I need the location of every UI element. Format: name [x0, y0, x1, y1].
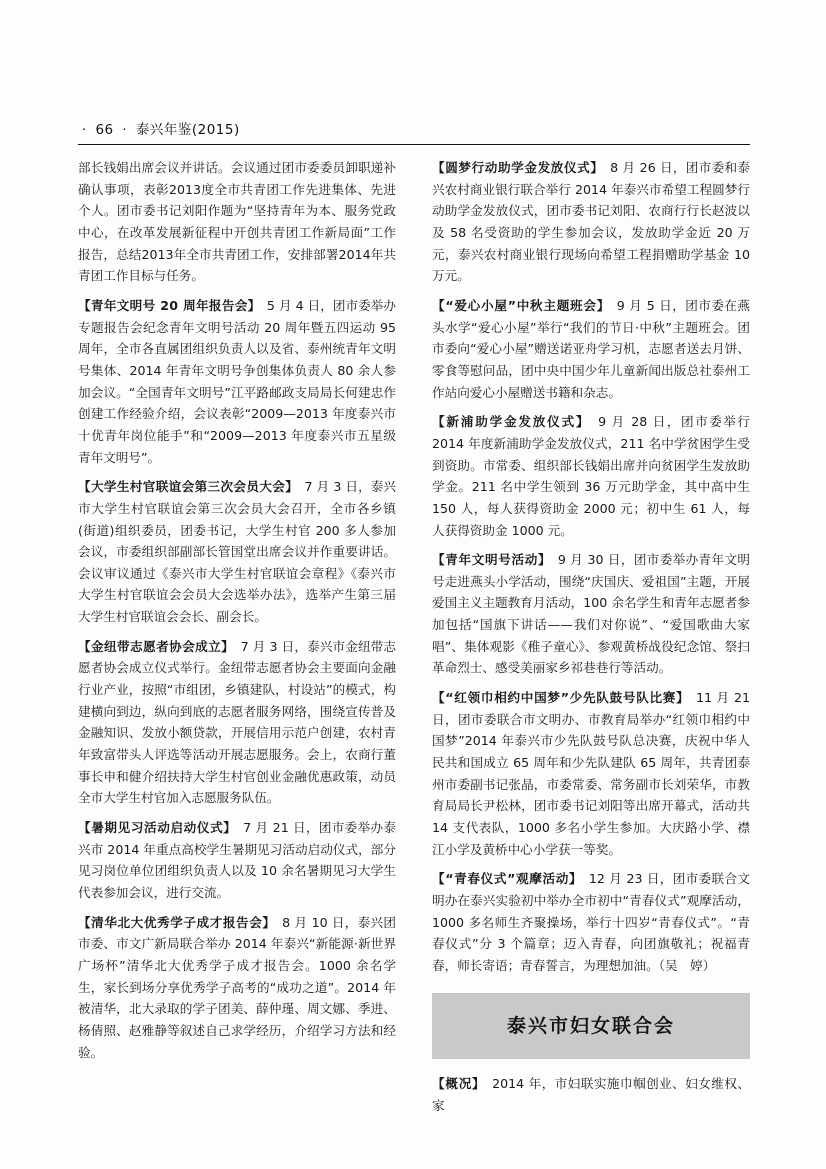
entry-body: 7 月 3 日，泰兴市金纽带志愿者协会成立仪式举行。金纽带志愿者协会主要面向金融行业产业，按照“市组团，乡镇建队，村设站”的模式，构建横向到边，纵向到底的志愿者服务网络，围绕宣传普及金融知识、发放小额贷款，开展信用示范户创建，农村青年致富带头人评选等活动开展志愿服务。会上，农商行董事长申和健介绍扶持大学生村官创业金融优惠政策，动员全市大学生村官加入志愿服务队伍。: [78, 638, 396, 806]
entry-body: 9 月 5 日，团市委在燕头水学“爱心小屋”举行“我们的节日·中秋”主题班会。团市委向“爱心小屋”赠送诺亚舟学习机，志愿者送去月饼、零食等慰问品，团中央中国少年儿童新闻出版总社泰州工作站向爱心小屋赠送书籍和杂志。: [432, 297, 750, 400]
entry-overview: [432, 1073, 750, 1116]
body-text: [78, 912, 396, 1064]
entry-xinpu-scholarship: [432, 411, 750, 541]
body-text: [78, 295, 396, 468]
body-text: [78, 817, 396, 904]
entry-lead: 【金纽带志愿者协会成立】: [78, 638, 228, 654]
page-number: 66: [95, 122, 114, 138]
entry-lead: 【暑期见习活动启动仪式】: [78, 820, 231, 836]
header-rule: [78, 144, 750, 145]
two-column-layout: [78, 157, 750, 1119]
body-text: [432, 411, 750, 541]
body-text: [432, 295, 750, 403]
body-text: 部长钱娟出席会议并讲话。会议通过团市委委员卸职递补确认事项，表彰2013度全市共青团工作先进集体、先进个人。团市委书记刘阳作题为“坚持青年为本、服务党政中心，在改革发展新征程中开创共青团工作新局面”工作报告，总结2013年全市共青团工作，安排部署2014年共青团工作目标与任务。: [78, 160, 396, 284]
body-text: [432, 1073, 750, 1116]
entry-body: 9 月 30 日，团市委举办青年文明号走进燕头小学活动，围绕“庆国庆、爱祖国”主题，开展爱国主义主题教育月活动，100 余名学生和青年志愿者参加包括“国旗下讲话——我们对你说”、“爱国歌曲大家唱”、集体观影《稚子童心》、参观黄桥战役纪念馆、祭扫革命烈士、感受美丽家乡祁巷巷行等活动。: [432, 552, 750, 676]
entry-summer-internship: [78, 817, 396, 904]
entry-body: 8 月 10 日，泰兴团市委、市文广新局联合举办 2014 年泰兴“新能源·新世界广场杯”清华北大优秀学子成才报告会。1000 余名学生，家长到场分享优秀学子高考的“成功之道”。2014 年被清华，北大录取的学子团美、薛仲瑾、周文娜、季进、杨倩照、赵雅静等叙述自己求学经历，介绍学习方法和经验。: [78, 914, 396, 1060]
body-text: [432, 687, 750, 860]
entry-body: 5 月 4 日，团市委举办专题报告会纪念青年文明号活动 20 周年暨五四运动 95 周年，全市各直属团组织负责人以及省、泰州统青年文明号集体、2014 年青年文明号争创集体负责人 80 余人参加会议。“全国青年文明号”江平路邮政支局局长何建忠作创建工作经验介绍，会议表彰“2009—2013 年度泰兴市十优青年岗位能手”和“2009—2013 年度泰兴市五星级青年文明号”。: [78, 297, 396, 465]
entry-body: 2014 年，市妇联实施巾帼创业、妇女维权、家: [432, 1076, 750, 1113]
entry-tsinghua-peking-report: [78, 912, 396, 1064]
entry-lead: 【概况】: [432, 1076, 480, 1092]
right-column: [432, 157, 750, 1119]
entry-lead: 【“青春仪式”观摩活动】: [432, 871, 576, 887]
entry-lead: 【新浦助学金发放仪式】: [432, 414, 585, 430]
body-text: [432, 157, 750, 287]
entry-body: 9 月 28 日，团市委举行 2014 年度新浦助学金发放仪式，211 名中学贫困学生受到资助。市常委、组织部长钱娟出席并向贫困学生发放助学金。211 名中学生领到 36 万元助学金，其中高中生 150 人，每人获得资助金 2000 元；初中生 61 人，每人获得资助金 1000 元。: [432, 414, 750, 538]
entry-lead: 【大学生村官联谊会第三次会员大会】: [78, 479, 292, 495]
entry-lead: 【“红领巾相约中国梦”少先队鼓号队比赛】: [432, 690, 684, 706]
entry-lead: 【“爱心小屋”中秋主题班会】: [432, 297, 604, 313]
entry-lead: 【清华北大优秀学子成才报告会】: [78, 914, 270, 930]
entry-village-official-assembly: [78, 476, 396, 628]
paragraph-continuation: [78, 157, 396, 287]
book-title: 泰兴年鉴(2015): [135, 122, 240, 138]
entry-youth-civilization-activity: [432, 549, 750, 679]
entry-youth-ceremony-observation: [432, 868, 750, 976]
entry-body: 8 月 26 日，团市委和泰兴农村商业银行联合举行 2014 年泰兴市希望工程圆梦行动助学金发放仪式，团市委书记刘阳、农商行行长赵波以及 58 名受资助的学生参加会议，发放助学金近 20 万元，泰兴农村商业银行现场向希望工程捐赠助学基金 10 万元。: [432, 160, 750, 284]
entry-dream-fund-ceremony: [432, 157, 750, 287]
entry-golden-link-volunteers: [78, 636, 396, 809]
entry-lead: 【圆梦行动助学金发放仪式】: [432, 160, 598, 175]
body-text: [78, 476, 396, 628]
entry-lead: 【青年文明号 20 周年报告会】: [78, 297, 255, 313]
author-signature: （吴 婷）: [658, 957, 716, 973]
entry-body: 11 月 21 日，团市委联合市文明办、市教育局举办“红领巾相约中国梦”2014 年泰兴市少先队鼓号队总决赛，庆祝中华人民共和国成立 65 周年和少先队建队 65 周年，共青团泰州市委副书记张晶，市委常委、常务副市长刘荣华，市教育局局长尹松林，团市委书记刘阳等出席开幕式，活动共 14 支代表队，1000 多名小学生参加。大庆路小学、襟江小学及黄桥中心小学获一等奖。: [432, 690, 750, 857]
body-text: [432, 868, 750, 976]
header-dot-right: ·: [122, 123, 128, 138]
header-dot-left: ·: [82, 123, 87, 138]
entry-body: 7 月 3 日，泰兴市大学生村官联谊会第三次会员大会召开，全市各乡镇(街道)组织委员，团委书记，大学生村官 200 多人参加会议，市委组织部副部长管国堂出席会议并作重要讲话。会议审议通过《泰兴市大学生村官联谊会章程》《泰兴市大学生村官联谊会会员大会选举办法》，选举产生第三届大学生村官联谊会会长、副会长。: [78, 479, 396, 625]
entry-body: 12 月 23 日，团市委联合文明办在泰兴实验初中举办全市初中“青春仪式”观摩活动，1000 多名师生齐聚操场，举行十四岁“青春仪式”。“青春仪式”分 3 个篇章；迈入青春，向团旗敬礼；祝福青春，师长寄语；青春誓言，为理想加油。: [432, 871, 751, 973]
page-header: [78, 118, 750, 142]
page-content: [78, 118, 750, 1119]
left-column: [78, 157, 396, 1119]
entry-youth-civilization-20th: [78, 295, 396, 468]
body-text: [432, 549, 750, 679]
entry-love-house-midautumn: [432, 295, 750, 403]
body-text: [78, 636, 396, 809]
entry-red-scarf-drum-contest: [432, 687, 750, 860]
entry-body: 7 月 21 日，团市委举办泰兴市 2014 年重点高校学生暑期见习活动启动仪式，部分见习岗位单位团组织负责人以及 10 余名暑期见习大学生代表参加会议，进行交流。: [78, 820, 396, 900]
section-heading: 泰兴市妇女联合会: [432, 993, 750, 1060]
entry-lead: 【青年文明号活动】: [432, 552, 545, 568]
